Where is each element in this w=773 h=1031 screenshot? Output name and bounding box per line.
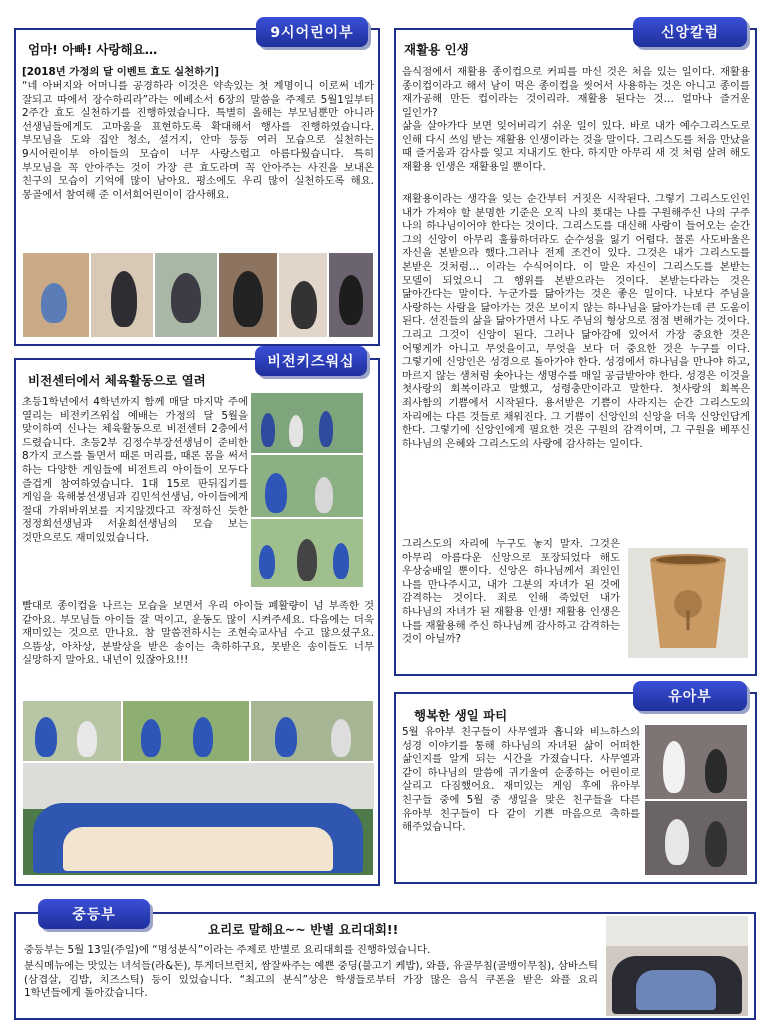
middle-title: 요리로 말해요~~ 반별 요리대회!! [208, 922, 399, 937]
children-subtitle: [2018년 가정의 달 이벤트 효도 실천하기] [22, 66, 220, 78]
infant-title: 행복한 생일 파티 [414, 708, 508, 723]
children-photo-6 [328, 252, 374, 338]
column-body1: 음식점에서 재활용 종이컵으로 커피를 마신 것은 처음 있는 일이다. 재활용 종이컵이라고 해서 남이 먹은 종이컵을 씻어서 사용하는 것은 아니고 종이를 재가공해 만든 컵이라는 것이리라. 재활용 된다는 것… 얼마나 즐거운 일인가? [402, 66, 750, 119]
vision-photo-right [250, 392, 364, 588]
middle-photo [606, 916, 748, 1016]
vision-body1: 초등1학년에서 4학년까지 함께 매달 마지막 주에 열리는 비전키즈워십 예배는 가정의 달 5월을 맞이하여 신나는 체육활동으로 비전센터 2층에서 드렸습니다. 초등2부 김정수부장선생님이 준비한 8가지 코스를 돌면서 때론 머리를, 때론 몸을 써서 하는 다양한 게임들에 비전트리 아이들이 모두다 즐겁게 참여하였습니다. 1대 15로 판뒤집기를 게임을 육해붕선생님과 김민석선생님, 아이들에게 절대 가위바위보를 지지않겠다고 작정하신 듯한 정정희선생님과 서윤희선생님의 모습 보는 것만으로도 재미있었습니다. [22, 396, 248, 544]
children-photo-4 [218, 252, 278, 338]
children-photo-5 [278, 252, 328, 338]
children-tag: 9시어린이부 [256, 17, 368, 47]
vision-photo-r2 [250, 454, 364, 518]
column-tag: 신앙칼럼 [633, 17, 747, 47]
children-photo-strip [22, 252, 374, 338]
children-photo-1 [22, 252, 90, 338]
vision-photo-b2 [122, 700, 250, 762]
children-title: 엄마! 아빠! 사랑해요… [28, 42, 158, 57]
vision-tag: 비전키즈워십 [255, 346, 367, 376]
column-title: 재활용 인생 [404, 42, 469, 57]
vision-photo-r1 [250, 392, 364, 454]
infant-photos [644, 724, 748, 876]
recycled-cup-photo [628, 548, 748, 658]
children-body: “네 아버지와 어머니를 공경하라 이것은 약속있는 첫 계명이니 이로써 네가 잘되고 따에서 장수하리라”라는 에베소서 6장의 말씀을 주제로 5월1일부터 2주간 효도 실천하기를 진행하였습니다. 특별히 올해는 부모님뿐만 아니라 선생님들에게도 고마움을 표현하도록 확대해서 행사를 진행하였습니다. 부모님을 도와 집안 청소, 설거지, 안마 등등 여러 모습으로 실천하는 9시어린이부 아이들의 모습이 너무 사랑스럽고 아름다웠습니다. 특히 부모님을 꼭 안아주는 것이 가장 큰 효도라며 꼭 안아주는 사진을 보내온 친구의 모습이 기억에 많이 남아요. 평소에도 우리 많이 실천하도록 해요. 몽골에서 참여해 준 이서희어린이이 감사해요. [22, 80, 374, 201]
children-photo-2 [90, 252, 154, 338]
vision-photo-bottom [22, 700, 374, 876]
column-body3: 재활용이라는 생각을 잊는 순간부터 거짓은 시작된다. 그렇기 그리스도인인 내가 가져야 할 분명한 기준은 오직 나의 푯대는 나를 구원해주신 나의 구주 나의 하나님이어야 한다는 것이다. 그리스도를 대신해 사람이 들어오는 순간 그의 신앙이 아무리 훌륭하더라도 순수성을 잃기 어렵다. 물론 사도바울은 자신을 본받으라 했다.그러나 전제 조건이 있다. 그것은 내가 그리스도를 본받은 것처럼… 이라는 수식어이다. 이 말은 자신이 그리스도를 본받는 모델이 되었으니 그 행위를 본받으라는 것이다. 본받는다라는 것은 닮아간다는 말이다. 누군가를 닮아가는 것은 좋은 일이다. 나보다 주님을 사랑하는 사람을 닮아가는 것은 보이지 않는 하나님을 닮아가는데 큰 도움이 된다. 선진들의 삶을 닮아가면서 나도 주님의 형상으로 점점 변해가는 것이다. 그리고 그것이 신앙이 된다. 그러나 닮아감에 있어서 가장 중요한 것은 어떻게가 아니고 무엇을이고, 무엇을 보다 더 중요한 것은 누구를 이다. 그렇기에 신앙인은 성경으로 돌아가야 한다. 성경에서 하나님을 만나야 하고, 마르지 않는 샘처럼 솟아나는 생명수를 매일 공급받아야 한다. 성경은 이것을 첫사랑의 회복이라고 말했고, 성령충만이라고 말한다. 첫사랑의 회복은 죄사함의 기쁨에서 시작된다. 용서받은 기쁨이 사라지는 순간 그리스도의 자리에는 다른 것들로 채워진다. 그 기쁨이 신앙인의 신앙을 더욱 신앙인답게 한다. 그렇기에 신앙인에게 필요한 것은 구원의 감격이며, 그 구원을 베푸신 하나님의 은혜와 그리스도의 사랑에 감사하는 일이다. [402, 193, 750, 450]
infant-photo-1 [644, 724, 748, 800]
column-body4: 그리스도의 자리에 누구도 놓지 말자. 그것은 아무리 아름다운 신앙으로 포장되었다 해도 우상숭배일 뿐이다. 신앙은 하나님께서 죄인인 나를 만나주시고, 내가 그분의 자녀가 된 것에 감격하는 것이다. 죄로 인해 죽었던 내가 하나님의 자녀가 된 재활용 인생! 재활용 인생은 나를 재활용해 주신 하나님께 감사하고 감격하는 것이 아닐까? [402, 538, 620, 646]
middle-body2: 분식메뉴에는 맛있는 녀석들(라&돈), 투게더브런치, 쌈잘싸주는 예쁜 중딩(불고기 케밥), 와플, 유골무침(골뱅이무침), 삼바스틱(삼겹살, 김밥, 치즈스틱) 등이 있었습니다. “최고의 분식”상은 학생들로부터 가장 많은 음식 쿠폰을 받은 와플 요리 1학년들에게 돌아갔습니다. [24, 960, 598, 1000]
middle-body1: 중등부는 5월 13일(주일)에 “명성분식”이라는 주제로 반별로 요리대회를 진행하였습니다. [24, 944, 431, 956]
vision-photo-group [22, 762, 374, 876]
vision-photo-b1 [22, 700, 122, 762]
vision-photo-r3 [250, 518, 364, 588]
vision-photo-b3 [250, 700, 374, 762]
children-photo-3 [154, 252, 218, 338]
infant-tag: 유아부 [633, 681, 747, 711]
vision-body2: 빨대로 종이컵을 나르는 모습을 보면서 우리 아이들 폐활량이 넘 부족한 것 같아요. 부모님들 아이들 잘 먹이고, 운동도 많이 시켜주세요. 다음에는 더욱 재미있는 것으로 만나요. 참 말씀전하시는 조현숙교사님 수고 많으셨구요. 으뜸상, 아차상, 분발상을 받은 송이는 축하하구요, 못받은 송이들도 너무 실망하지 말아요. 내년이 있잖아요!!! [22, 600, 374, 667]
infant-body: 5월 유아부 친구들이 사무엘과 홉니와 비느하스의 성경 이야기를 통해 하나님의 자녀된 삶이 어떠한 삶인지를 알게 되는 시간을 가졌습니다. 사무엘과 같이 하나님의 말씀에 귀기울여 순종하는 어린이로 살리고 다짐했어요. 재미있는 게임 후에 유아부 친구들 중에 5월 중 생일을 맞은 친구들을 다른 유아부 친구들이 다 같이 기쁜 마음으로 축하를 해주었습니다. [402, 726, 640, 834]
infant-photo-2 [644, 800, 748, 876]
vision-title: 비전센터에서 체육활동으로 열려 [28, 373, 206, 388]
column-body2: 삶을 살아가다 보면 잊어버리기 쉬운 일이 있다. 바로 내가 예수그리스도로 인해 다시 쓰임 받는 재활용 인생이라는 것을 말이다. 그리스도를 처음 만났을 때 즐거움과 감사를 잊고 지내기도 한다. 하지만 아무리 새 것 처럼 살려 해도 재활용 인생은 재활용일 뿐이다. [402, 120, 750, 173]
middle-tag: 중등부 [38, 899, 150, 929]
